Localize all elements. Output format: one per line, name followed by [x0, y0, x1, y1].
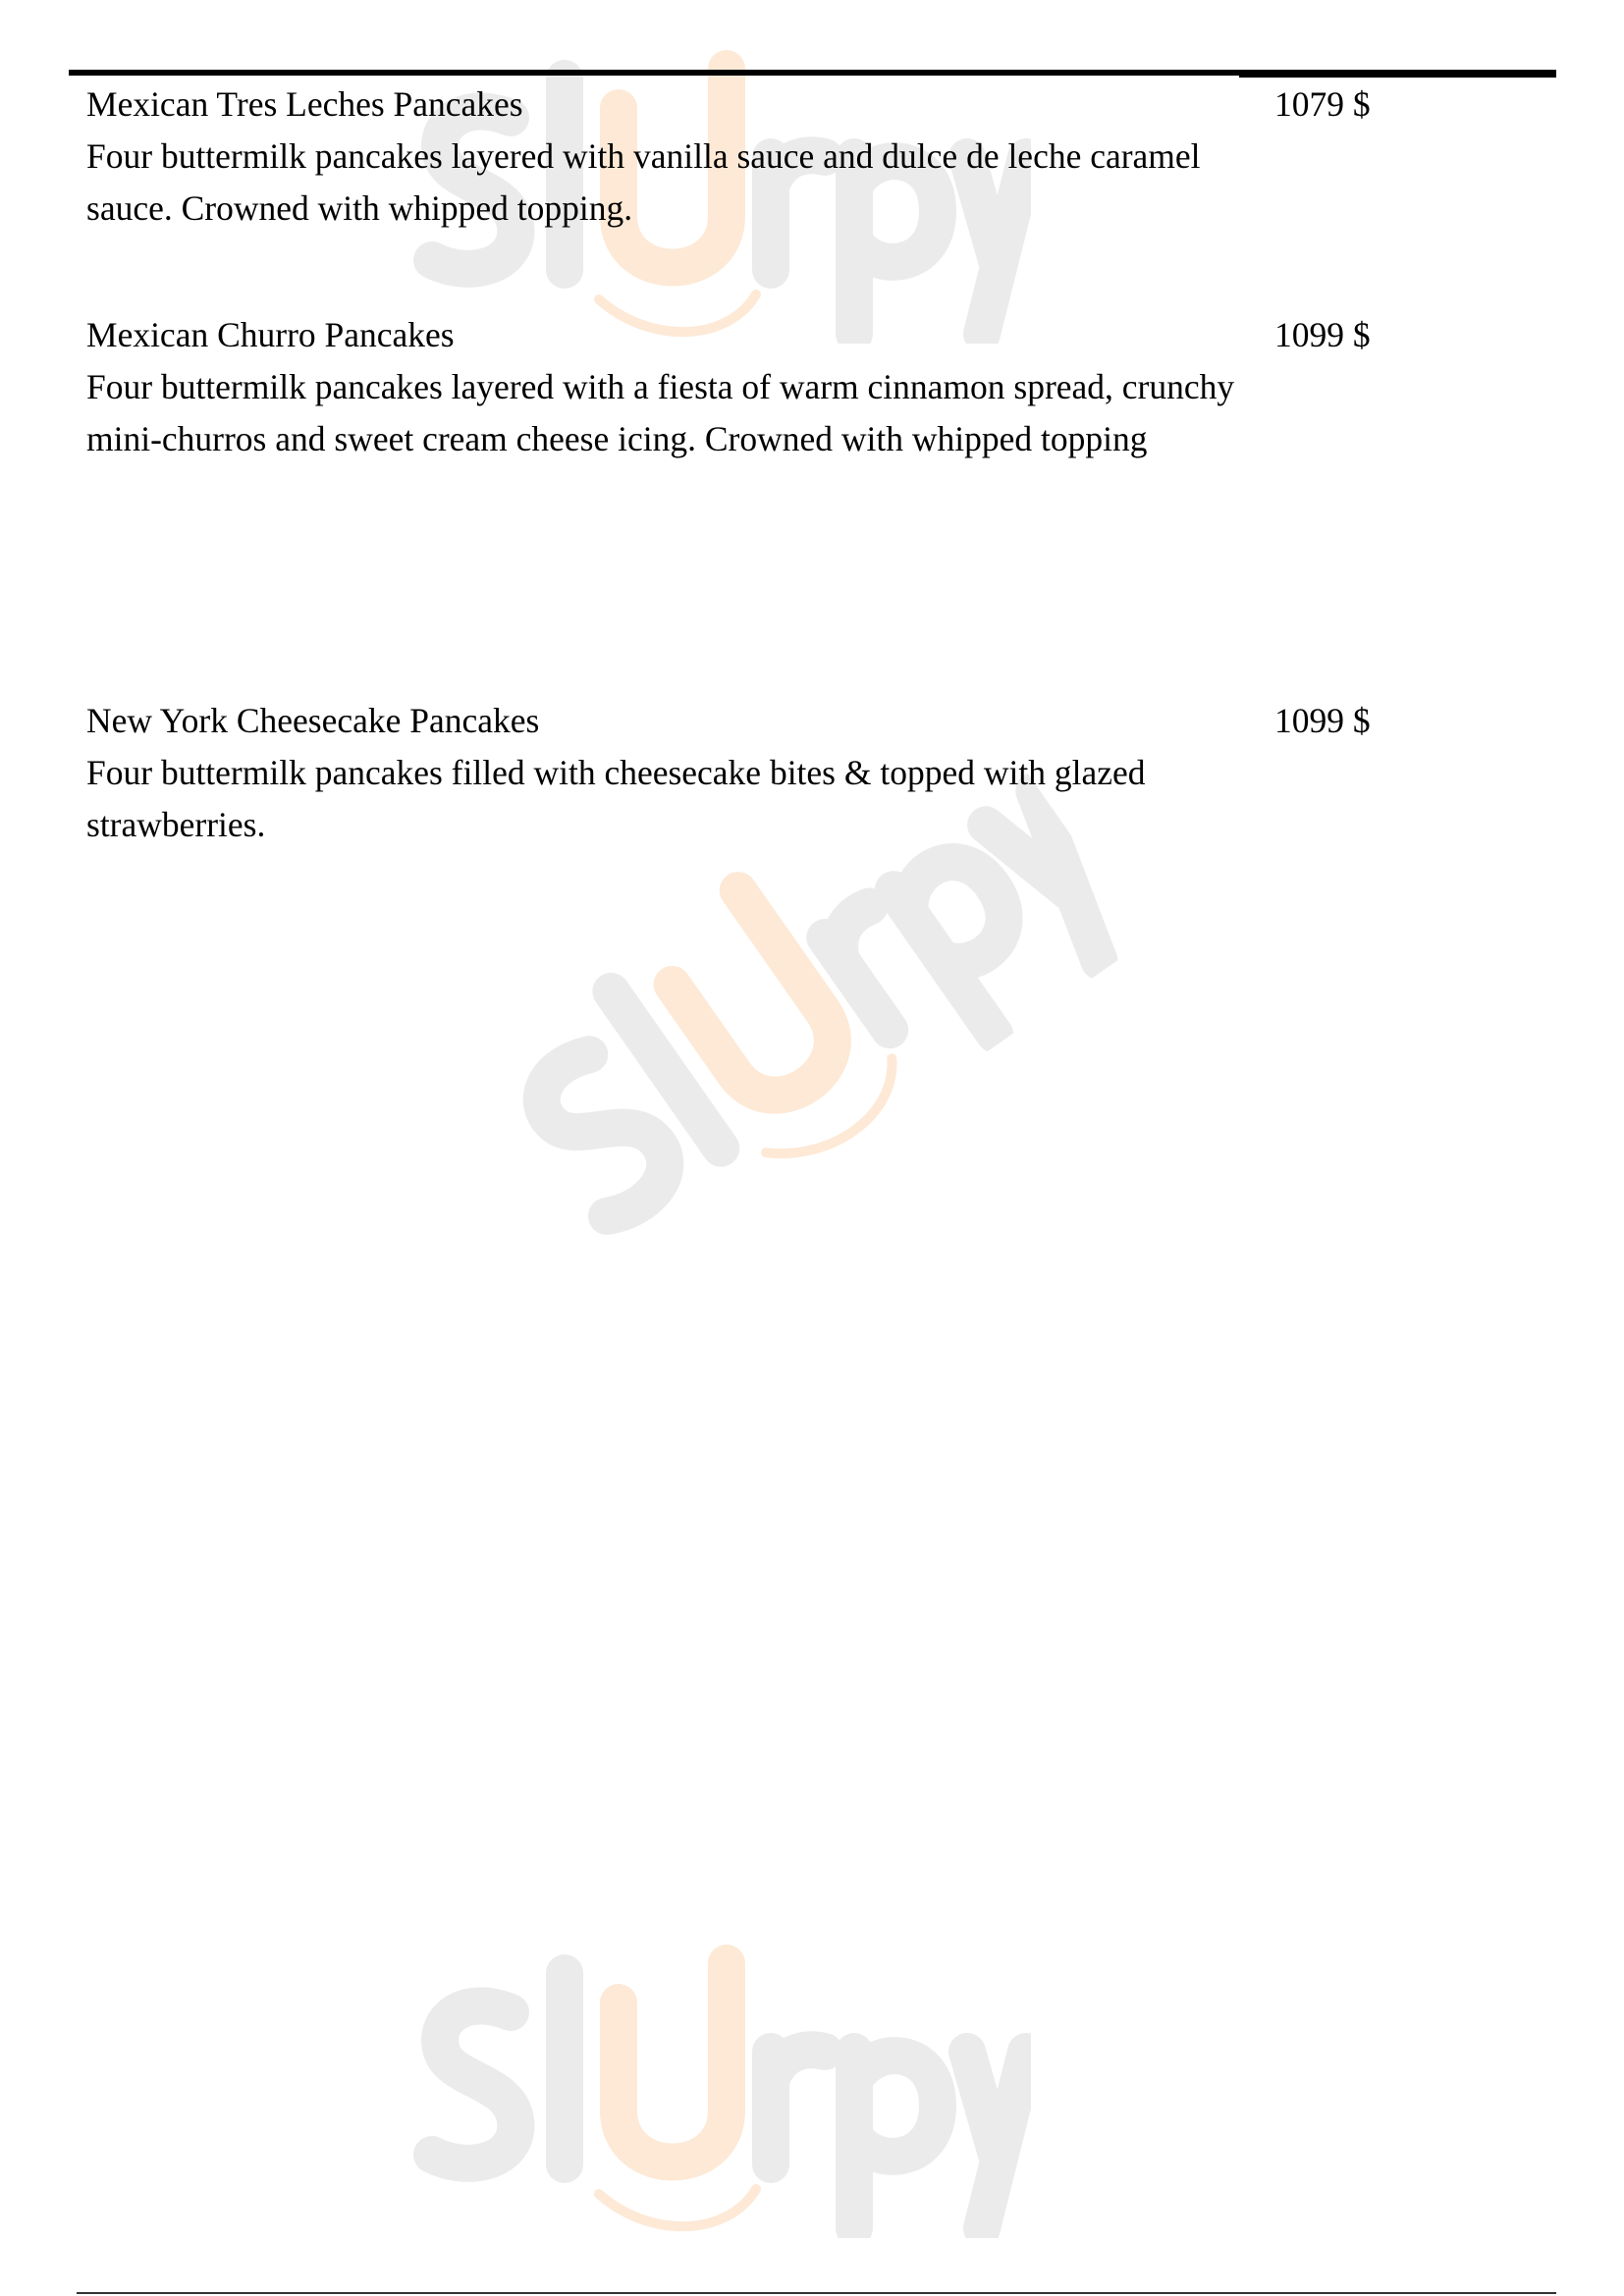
- item-price: 1099 $: [1274, 315, 1371, 354]
- watermark-logo-bottom: [403, 1944, 1031, 2238]
- item-description: Four buttermilk pancakes filled with cheesecake bites & topped with glazed strawberries.: [86, 753, 1146, 844]
- bottom-divider: [77, 2292, 1556, 2294]
- item-name: Mexican Tres Leches Pancakes: [86, 84, 523, 124]
- menu-item: [86, 309, 1265, 465]
- item-description: Four buttermilk pancakes layered with a fiesta of warm cinnamon spread, crunchy mini-churros and sweet cream cheese icing. Crowned with whipped topping: [86, 367, 1235, 458]
- item-price: 1099 $: [1274, 701, 1371, 740]
- menu-item: [86, 695, 1265, 851]
- item-description: Four buttermilk pancakes layered with vanilla sauce and dulce de leche caramel sauce. Crowned with whipped topping.: [86, 136, 1201, 228]
- top-divider: [69, 70, 1239, 76]
- item-name: New York Cheesecake Pancakes: [86, 701, 540, 740]
- top-divider-right: [1239, 70, 1556, 78]
- menu-item: [86, 79, 1265, 235]
- item-name: Mexican Churro Pancakes: [86, 315, 455, 354]
- item-price: 1079 $: [1274, 84, 1371, 124]
